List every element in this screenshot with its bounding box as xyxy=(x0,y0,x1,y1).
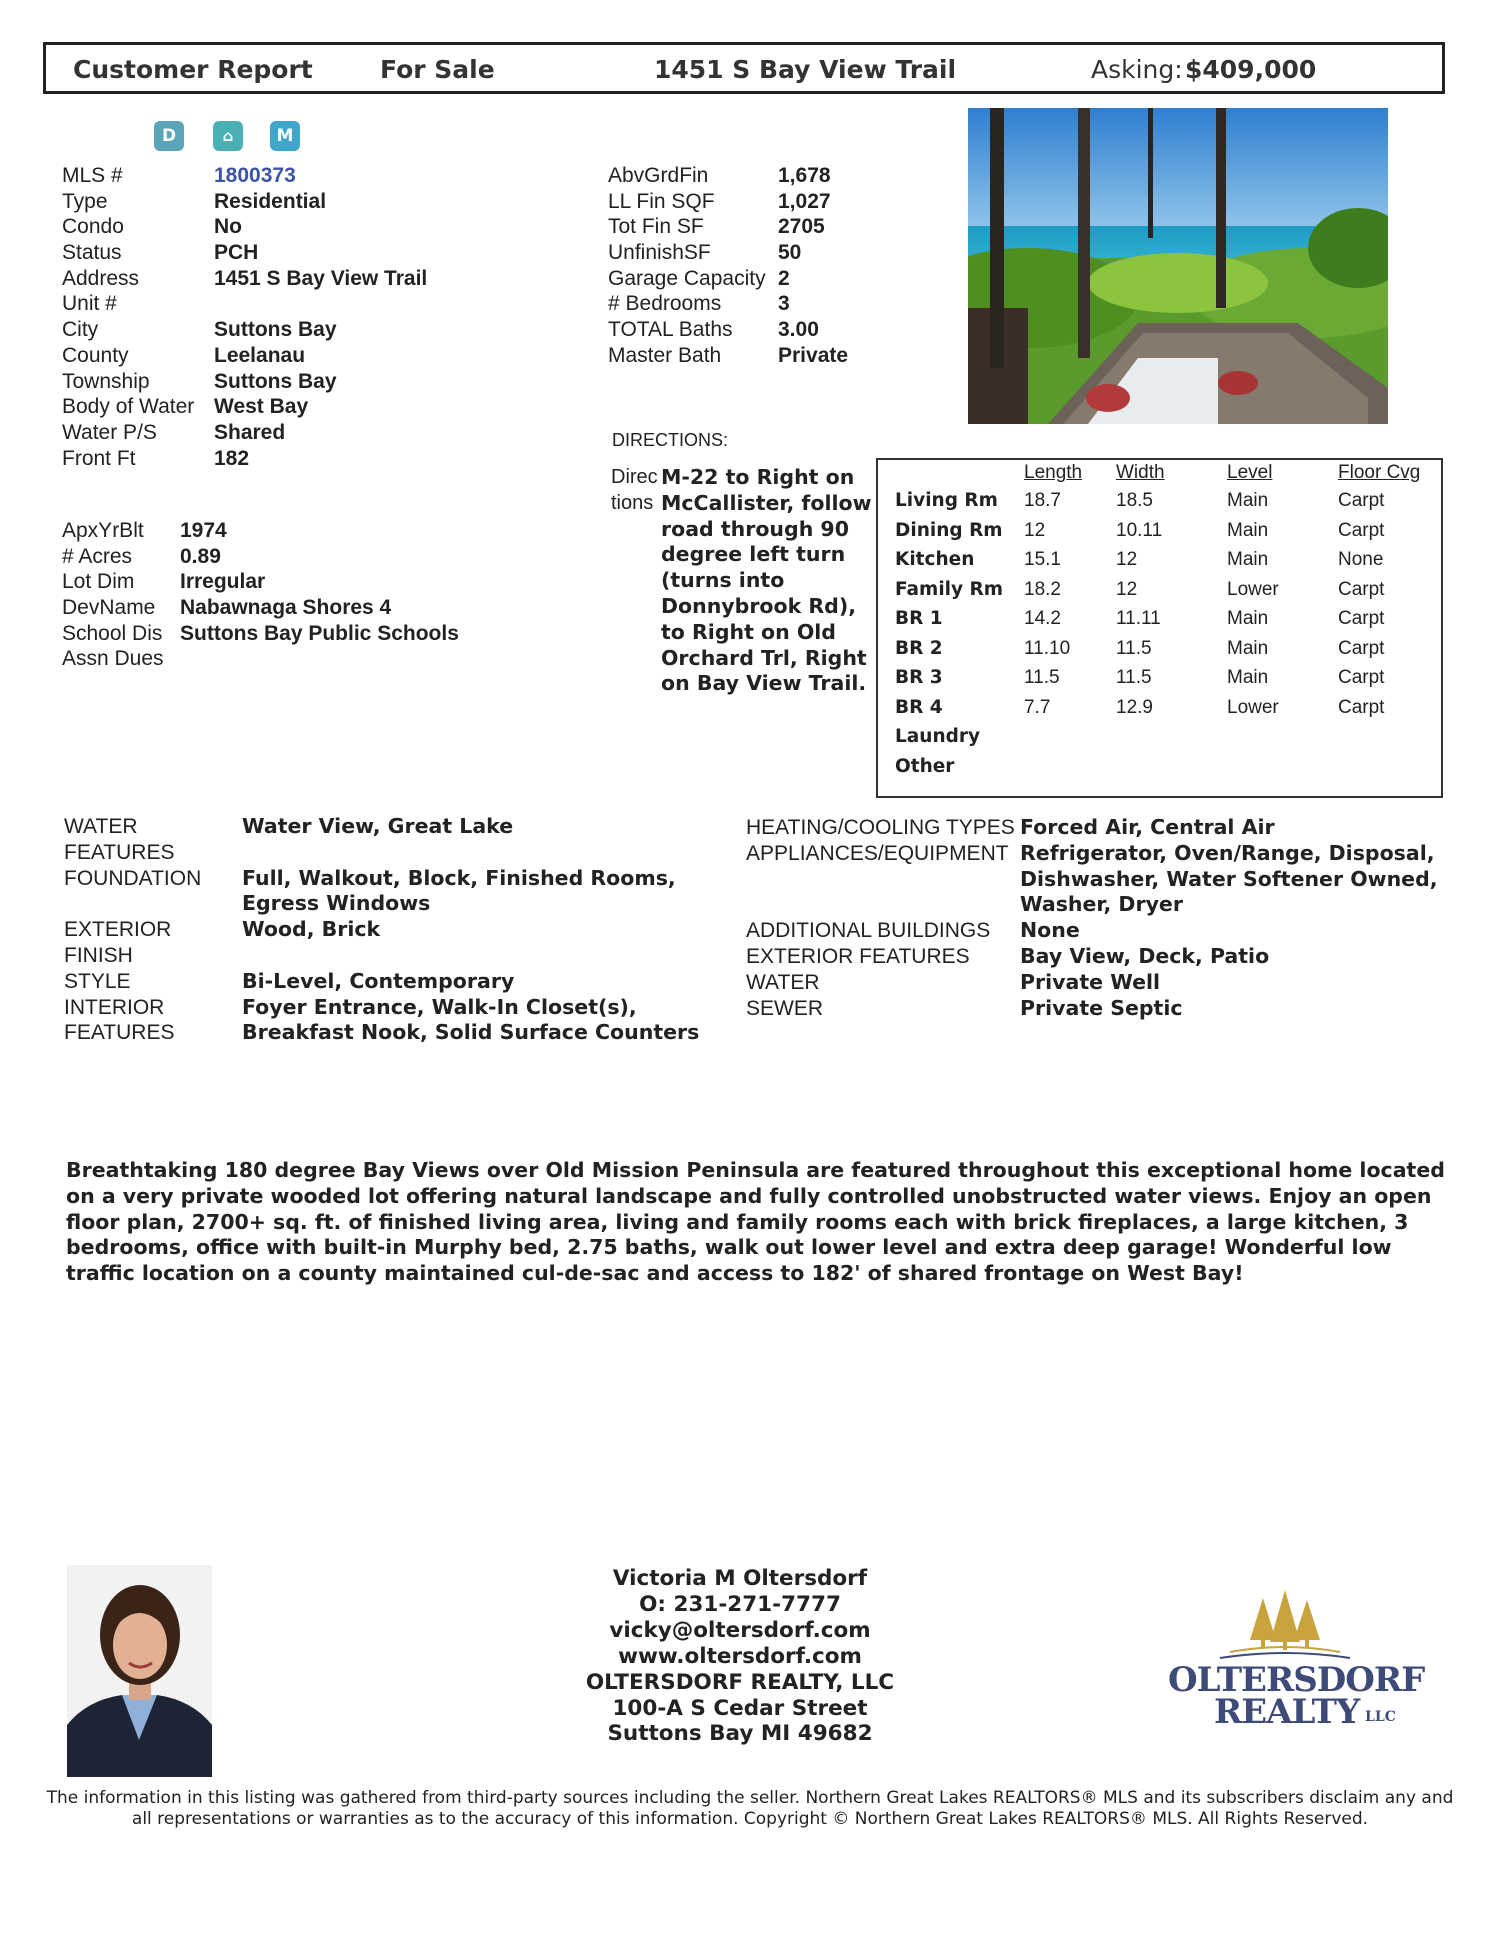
agent-website-link[interactable]: www.oltersdorf.com xyxy=(618,1643,862,1669)
room-level: Main xyxy=(1227,608,1269,629)
room-width: 12.9 xyxy=(1116,696,1153,718)
size-value: 1,678 xyxy=(778,164,831,187)
room-level: Lower xyxy=(1227,696,1279,718)
detail-row xyxy=(62,420,582,446)
pine-trees-icon xyxy=(1160,1590,1420,1665)
room-floor: Carpt xyxy=(1338,667,1385,688)
size-row xyxy=(608,266,968,292)
room-level: Main xyxy=(1227,490,1269,511)
room-name: BR 2 xyxy=(895,637,943,659)
room-name: Other xyxy=(895,755,955,777)
detail-row xyxy=(62,369,582,395)
detail-value: Leelanau xyxy=(214,343,306,367)
room-level: Lower xyxy=(1227,578,1279,600)
feature-value: Forced Air, Central Air xyxy=(1020,815,1275,839)
size-label: Garage Capacity xyxy=(608,266,766,290)
size-details xyxy=(608,163,968,369)
detail-value: PCH xyxy=(214,241,259,265)
room-length: 11.10 xyxy=(1024,637,1071,659)
room-floor: Carpt xyxy=(1338,637,1385,659)
feature-value: None xyxy=(1020,918,1080,943)
detail-label: Township xyxy=(62,369,150,393)
room-width: 11.5 xyxy=(1116,667,1152,688)
disclaimer: The information in this listing was gathered from third-party sources including the seller. Northern Great Lakes REALTORS® MLS and its subscribers disclaim any and all representations or warranties as to the accuracy of this information. Copyright © Northern Great Lakes REALTORS® MLS. All Rights Reserved. xyxy=(46,1788,1454,1829)
size-row xyxy=(608,189,968,215)
column-header-level: Level xyxy=(1227,462,1273,483)
feature-value: Bay View, Deck, Patio xyxy=(1020,944,1270,968)
lot-value: Irregular xyxy=(180,570,266,594)
room-name: BR 3 xyxy=(895,667,943,688)
lot-row xyxy=(62,544,582,570)
detail-row xyxy=(62,189,582,215)
listing-details xyxy=(62,163,582,471)
feature-value: Refrigerator, Oven/Range, Disposal, Dishwasher, Water Softener Owned, Washer, Dryer xyxy=(1020,840,1438,917)
lot-label: Lot Dim xyxy=(62,570,135,594)
d-icon[interactable]: D xyxy=(154,121,184,151)
table-row xyxy=(878,697,1441,727)
room-floor: Carpt xyxy=(1338,578,1385,600)
size-value: Private xyxy=(778,343,849,367)
room-floor: Carpt xyxy=(1338,696,1385,718)
lot-value: 1974 xyxy=(180,519,227,542)
feature-label: APPLIANCES/EQUIPMENT xyxy=(746,841,1009,865)
room-level: Main xyxy=(1227,519,1269,541)
agent-city: Suttons Bay MI 49682 xyxy=(607,1721,873,1747)
detail-label: Status xyxy=(62,241,122,265)
agent-name: Victoria M Oltersdorf xyxy=(612,1566,868,1591)
detail-value: Suttons Bay xyxy=(214,318,337,342)
room-name: BR 1 xyxy=(895,608,943,629)
feature-label: STYLE xyxy=(64,969,131,993)
size-label: Tot Fin SF xyxy=(608,215,704,239)
table-row xyxy=(878,579,1441,609)
room-floor: Carpt xyxy=(1338,519,1385,541)
size-row xyxy=(608,343,968,369)
rooms-table xyxy=(876,458,1443,798)
detail-value: Residential xyxy=(214,189,327,213)
column-header-length: Length xyxy=(1024,462,1083,483)
room-floor: Carpt xyxy=(1338,490,1385,511)
room-width: 12 xyxy=(1116,578,1138,600)
report-header xyxy=(43,42,1445,94)
size-label: Master Bath xyxy=(608,343,722,367)
table-row xyxy=(878,490,1441,520)
detail-row xyxy=(62,291,582,317)
lot-value: 0.89 xyxy=(180,544,221,568)
table-row xyxy=(878,726,1441,756)
house-icon[interactable]: ⌂ xyxy=(213,121,243,151)
feature-label: ADDITIONAL BUILDINGS xyxy=(746,919,991,943)
detail-label: Front Ft xyxy=(62,446,136,470)
feature-label: WATER xyxy=(746,970,820,994)
size-label: AbvGrdFin xyxy=(608,164,709,187)
room-floor: None xyxy=(1338,549,1384,570)
agent-phone[interactable]: O: 231-271-7777 xyxy=(639,1591,841,1617)
feature-label: HEATING/COOLING TYPES xyxy=(746,816,1015,839)
m-icon[interactable]: M xyxy=(270,121,300,151)
features-left xyxy=(64,814,704,1054)
detail-value: 1451 S Bay View Trail xyxy=(214,266,428,290)
room-length: 15.1 xyxy=(1024,549,1061,570)
agent-contact xyxy=(540,1566,940,1747)
detail-label: Address xyxy=(62,266,140,290)
property-photo[interactable] xyxy=(968,108,1388,424)
agent-email-link[interactable]: vicky@oltersdorf.com xyxy=(609,1617,871,1643)
room-width: 12 xyxy=(1116,549,1138,570)
room-length: 18.7 xyxy=(1024,490,1061,511)
header-address: 1451 S Bay View Trail xyxy=(654,55,957,84)
detail-value: Suttons Bay xyxy=(214,369,337,393)
lot-label: DevName xyxy=(62,596,156,620)
asking-label: Asking: xyxy=(1091,55,1183,84)
agent-company: OLTERSDORF REALTY, LLC xyxy=(585,1669,895,1695)
lot-row xyxy=(62,646,582,672)
room-width: 11.11 xyxy=(1116,608,1161,629)
room-name: Kitchen xyxy=(895,549,975,570)
room-level: Main xyxy=(1227,637,1269,659)
lot-label: Assn Dues xyxy=(62,647,164,671)
size-row xyxy=(608,291,968,317)
logo-line-2: REALTY xyxy=(1214,1692,1360,1732)
detail-label: City xyxy=(62,318,99,342)
feature-label: INTERIOR FEATURES xyxy=(64,995,175,1045)
room-name: BR 4 xyxy=(895,696,943,718)
logo-line-3: LLC xyxy=(1365,1709,1396,1725)
column-header-floor-covering: Floor Cvg xyxy=(1338,462,1421,483)
property-description: Breathtaking 180 degree Bay Views over Old Mission Peninsula are featured throughout this exceptional home located on a very private wooded lot offering natural landscape and fully controlled unobstructed water views. Enjoy an open floor plan, 2700+ sq. ft. of finished living area, living and family rooms each with brick fireplaces, a large kitchen, 3 bedrooms, office with built-in Murphy bed, 2.75 baths, walk out lower level and extra deep garage! Wonderful low traffic location on a county maintained cul-de-sac and access to 182' of shared frontage on West Bay! xyxy=(66,1158,1445,1286)
size-label: LL Fin SQF xyxy=(608,189,715,213)
feature-label: EXTERIOR FEATURES xyxy=(746,945,970,968)
room-name: Dining Rm xyxy=(895,519,1003,541)
room-level: Main xyxy=(1227,667,1269,688)
detail-row xyxy=(62,446,582,472)
detail-label: County xyxy=(62,343,129,367)
detail-label: MLS # xyxy=(62,164,123,187)
room-length: 7.7 xyxy=(1024,696,1051,718)
lot-details xyxy=(62,518,582,672)
size-label: UnfinishSF xyxy=(608,241,711,265)
detail-label: Water P/S xyxy=(62,420,157,444)
detail-label: Body of Water xyxy=(62,395,195,419)
table-row xyxy=(878,638,1441,668)
room-length: 11.5 xyxy=(1024,667,1060,688)
size-label: # Bedrooms xyxy=(608,292,722,316)
size-row xyxy=(608,163,968,189)
detail-row xyxy=(62,163,582,189)
size-value: 3.00 xyxy=(778,318,819,342)
table-row xyxy=(878,756,1441,786)
directions-text: M-22 to Right on McCallister, follow road through 90 degree left turn (turns into Donnybrook Rd), to Right on Old Orchard Trl, Right on Bay View Trail. xyxy=(661,465,872,696)
detail-row xyxy=(62,214,582,240)
detail-row xyxy=(62,343,582,369)
feature-value: Water View, Great Lake xyxy=(242,814,514,838)
lot-value: Suttons Bay Public Schools xyxy=(180,621,459,645)
feature-value: Private Septic xyxy=(1020,995,1183,1020)
lot-row xyxy=(62,518,582,544)
detail-row xyxy=(62,266,582,292)
sale-status: For Sale xyxy=(380,55,495,84)
room-width: 18.5 xyxy=(1116,490,1153,511)
lot-label: ApxYrBlt xyxy=(62,519,144,542)
feature-label: EXTERIOR FINISH xyxy=(64,918,172,967)
feature-label: SEWER xyxy=(746,996,824,1020)
room-length: 14.2 xyxy=(1024,608,1061,629)
table-row xyxy=(878,608,1441,638)
lot-label: # Acres xyxy=(62,544,133,568)
lot-value: Nabawnaga Shores 4 xyxy=(180,596,392,620)
mls-number-link[interactable]: 1800373 xyxy=(214,164,296,187)
size-value: 3 xyxy=(778,292,790,316)
feature-value: Full, Walkout, Block, Finished Rooms, Egress Windows xyxy=(242,865,676,916)
feature-label: FOUNDATION xyxy=(64,866,202,890)
detail-value: Shared xyxy=(214,420,286,444)
size-value: 2705 xyxy=(778,215,825,239)
agent-street: 100-A S Cedar Street xyxy=(612,1695,868,1721)
detail-value: No xyxy=(214,215,242,239)
size-row xyxy=(608,214,968,240)
size-value: 2 xyxy=(778,266,790,290)
size-row xyxy=(608,317,968,343)
detail-label: Type xyxy=(62,189,108,213)
size-label: TOTAL Baths xyxy=(608,318,733,342)
table-row xyxy=(878,549,1441,579)
detail-label: Unit # xyxy=(62,292,117,316)
detail-row xyxy=(62,317,582,343)
room-name: Laundry xyxy=(895,726,981,747)
lot-label: School Dis xyxy=(62,621,163,645)
table-row xyxy=(878,667,1441,697)
feature-label: WATER FEATURES xyxy=(64,815,175,864)
column-header-width: Width xyxy=(1116,462,1165,483)
size-row xyxy=(608,240,968,266)
room-width: 10.11 xyxy=(1116,519,1163,541)
features-right xyxy=(746,815,1446,1035)
agent-photo xyxy=(67,1565,212,1777)
feature-value: Wood, Brick xyxy=(242,917,381,942)
directions-label: Directions xyxy=(611,466,658,514)
room-floor: Carpt xyxy=(1338,608,1385,629)
size-value: 50 xyxy=(778,241,802,265)
feature-value: Foyer Entrance, Walk-In Closet(s), Breakfast Nook, Solid Surface Counters xyxy=(242,994,700,1045)
directions-heading: DIRECTIONS: xyxy=(612,430,729,450)
feature-value: Private Well xyxy=(1020,969,1161,994)
detail-label: Condo xyxy=(62,215,124,239)
report-title: Customer Report xyxy=(73,55,313,84)
detail-value: West Bay xyxy=(214,395,309,419)
room-length: 18.2 xyxy=(1024,578,1061,600)
asking-price: $409,000 xyxy=(1185,55,1317,84)
detail-row xyxy=(62,394,582,420)
room-level: Main xyxy=(1227,549,1269,570)
room-name: Family Rm xyxy=(895,578,1004,600)
room-length: 12 xyxy=(1024,519,1046,541)
feature-value: Bi-Level, Contemporary xyxy=(242,968,515,993)
lot-row xyxy=(62,569,582,595)
size-value: 1,027 xyxy=(778,189,831,213)
company-logo xyxy=(1160,1590,1425,1740)
lot-row xyxy=(62,621,582,647)
lot-row xyxy=(62,595,582,621)
room-name: Living Rm xyxy=(895,490,998,511)
room-width: 11.5 xyxy=(1116,637,1152,659)
detail-row xyxy=(62,240,582,266)
table-row xyxy=(878,520,1441,550)
logo-line-1: OLTERSDORF xyxy=(1168,1660,1425,1700)
detail-value: 182 xyxy=(214,446,250,470)
